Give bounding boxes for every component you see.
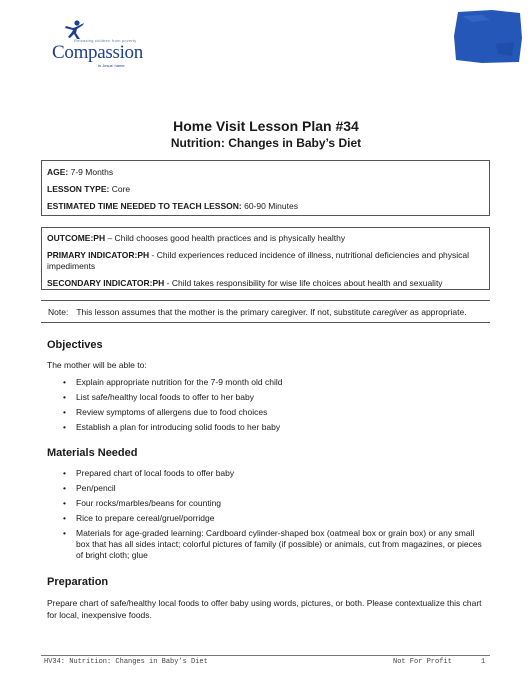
bullet-icon: • <box>63 528 66 538</box>
list-item: • Establish a plan for introducing solid foods to her baby <box>63 422 281 432</box>
logo-tagline: Releasing children from poverty <box>74 38 137 43</box>
primary-indicator-row <box>47 250 484 272</box>
list-item: • Materials for age-graded learning: Cardboard cylinder-shaped box (oatmeal box or grain box) or any small box that has all sides intact; colorful pictures of family (if possible) or animals, cut from magazines, or pieces of bright cloth; glue <box>63 528 482 560</box>
page-number: 1 <box>481 658 486 666</box>
bullet-icon: • <box>63 407 66 417</box>
outcome-row <box>47 233 484 244</box>
secondary-indicator-value: - Child takes responsibility for wise life choices about health and sexuality <box>164 278 443 288</box>
outcome-box <box>41 227 490 290</box>
preparation-text: Prepare chart of safe/healthy local foods to offer baby using words, pictures, or both. Please contextualize this chart for local, inexpensive foods. <box>47 598 482 620</box>
materials-list <box>47 468 487 565</box>
lesson-info-box <box>41 160 490 216</box>
preparation-heading: Preparation <box>47 576 109 588</box>
age-row <box>47 167 484 184</box>
jumping-child-icon <box>64 20 86 40</box>
time-value: 60-90 Minutes <box>241 201 298 211</box>
logo-wordmark: Compassion <box>52 42 143 63</box>
compassion-logo <box>52 20 162 68</box>
materials-heading: Materials Needed <box>47 447 138 459</box>
note-text: This lesson assumes that the mother is the primary caregiver. If not, substitute <box>76 307 373 317</box>
footer-rule <box>41 655 490 656</box>
time-label: ESTIMATED TIME NEEDED TO TEACH LESSON: <box>47 201 242 211</box>
list-item: • Four rocks/marbles/beans for counting <box>63 498 222 508</box>
outcome-value: – Child chooses good health practices and is physically healthy <box>105 233 346 243</box>
secondary-indicator-label: SECONDARY INDICATOR:PH <box>47 278 165 288</box>
note-label: Note: <box>48 307 69 317</box>
note-top-rule <box>41 300 490 301</box>
bullet-icon: • <box>63 422 66 432</box>
footer-left: HV34: Nutrition: Changes in Baby’s Diet <box>44 658 208 666</box>
note-bottom-rule <box>41 322 490 323</box>
bullet-icon: • <box>63 483 66 493</box>
page-title: Home Visit Lesson Plan #34 <box>173 118 359 134</box>
footer-middle: Not For Profit <box>393 658 452 666</box>
page-subtitle: Nutrition: Changes in Baby’s Diet <box>170 136 362 150</box>
blue-stamp-mark <box>452 8 524 64</box>
lesson-type-value: Core <box>109 184 131 194</box>
age-label: AGE: <box>47 167 69 177</box>
list-item: • Explain appropriate nutrition for the 7-9 month old child <box>63 377 283 387</box>
primary-indicator-label: PRIMARY INDICATOR:PH <box>47 250 150 260</box>
note-emphasis: caregiver <box>372 307 408 317</box>
lesson-type-row <box>47 184 484 201</box>
bullet-icon: • <box>63 468 66 478</box>
secondary-indicator-row <box>47 278 484 289</box>
outcome-label: OUTCOME:PH <box>47 233 106 243</box>
bullet-icon: • <box>63 377 66 387</box>
primary-indicator-value: - Child experiences reduced incidence of illness, nutritional deficiencies and physical impediments <box>47 250 470 271</box>
time-row <box>47 201 484 218</box>
logo-subtitle: in Jesus' name <box>98 63 125 68</box>
list-item: • List safe/healthy local foods to offer to her baby <box>63 392 254 402</box>
note <box>48 307 467 317</box>
list-item: • Review symptoms of allergens due to food choices <box>63 407 268 417</box>
age-value: 7-9 Months <box>68 167 114 177</box>
list-item: • Pen/pencil <box>63 483 116 493</box>
objectives-heading: Objectives <box>47 339 103 351</box>
bullet-icon: • <box>63 392 66 402</box>
objectives-list <box>47 377 487 437</box>
objectives-intro: The mother will be able to: <box>47 360 147 370</box>
bullet-icon: • <box>63 513 66 523</box>
lesson-type-label: LESSON TYPE: <box>47 184 110 194</box>
list-item: • Prepared chart of local foods to offer baby <box>63 468 235 478</box>
bullet-icon: • <box>63 498 66 508</box>
note-text-after: as appropriate. <box>407 307 467 317</box>
list-item: • Rice to prepare cereal/gruel/porridge <box>63 513 215 523</box>
